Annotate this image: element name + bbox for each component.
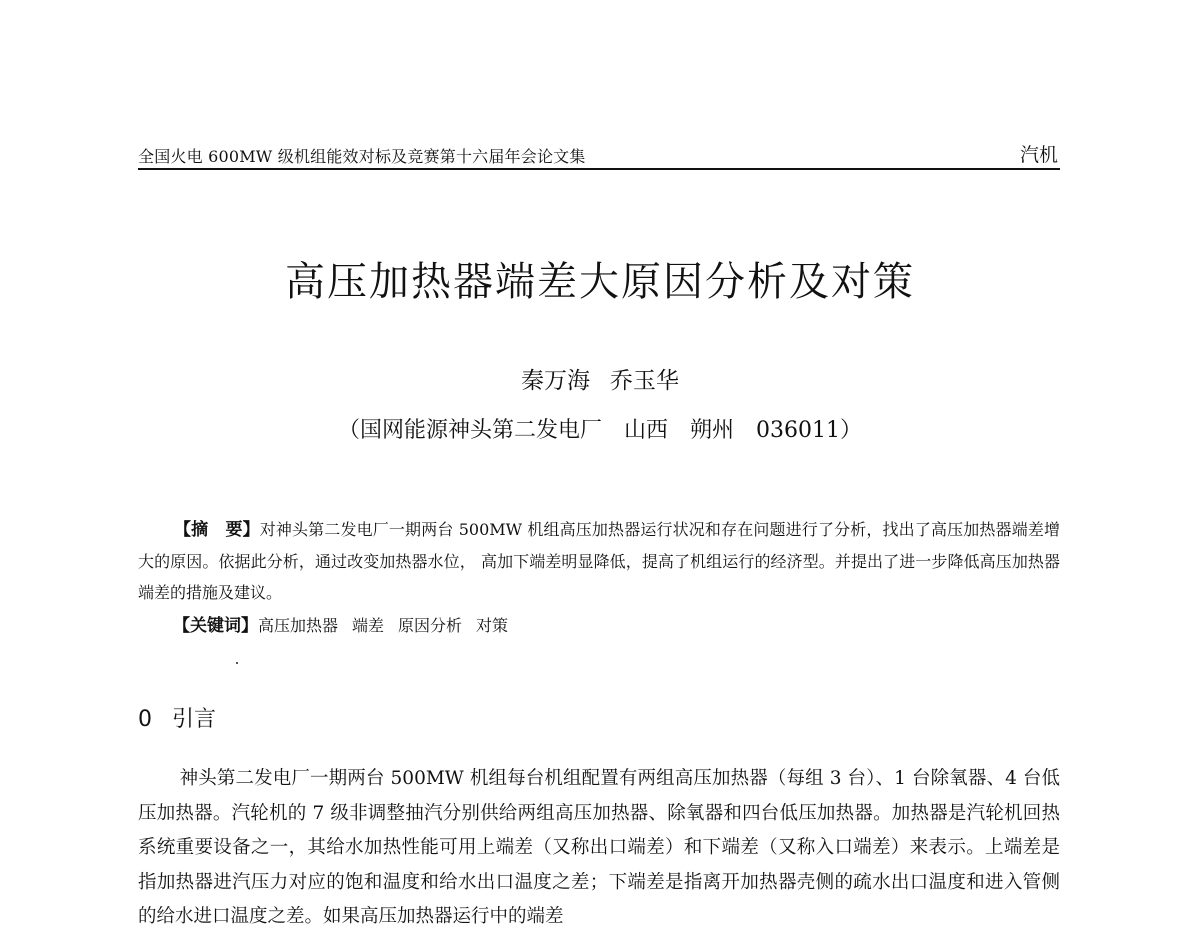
section-heading [138,702,216,733]
keyword-item: 高压加热器 [258,616,339,635]
author-list [0,362,1200,395]
keywords-label: 【关键词】 [173,616,258,636]
body-text-block [138,762,1060,935]
header-proceedings-title: 全国火电 600MW 级机组能效对标及竞赛第十六届年会论文集 [138,147,586,166]
keyword-item: 端差 [352,616,385,635]
abstract-text: 对神头第二发电厂一期两台 500MW 机组高压加热器运行状况和存在问题进行了分析，找出了高压加热器端差增大的原因。依据此分析，通过改变加热器水位， 高加下端差明显降低，提高了机组运行的经济型。并提出了进一步降低高压加热器端差的措施及建议。 [138,520,1060,602]
affiliation: （国网能源神头第二发电厂 山西 朔州 036011） [338,418,862,443]
running-header [138,140,1060,170]
author-name: 乔玉华 [610,368,679,394]
scan-speck [236,662,238,664]
section-title: 引言 [172,707,217,732]
keyword-item: 原因分析 [398,616,463,635]
keywords-line [138,610,1060,642]
abstract-paragraph [138,514,1060,608]
abstract-label: 【摘 要】 [174,520,260,540]
abstract-block [138,514,1060,642]
paper-title: 高压加热器端差大原因分析及对策 [285,259,915,305]
header-section-label: 汽机 [1019,144,1058,166]
keyword-item: 对策 [476,616,509,635]
author-name: 秦万海 [521,368,590,394]
section-number: 0 [138,707,152,732]
body-paragraph: 神头第二发电厂一期两台 500MW 机组每台机组配置有两组高压加热器（每组 3 台）、1 台除氧器、4 台低压加热器。汽轮机的 7 级非调整抽汽分别供给两组高压加热器、除氧器和四台低压加热器。加热器是汽轮机回热系统重要设备之一，其给水加热性能可用上端差（又称出口端差）和下端差（又称入口端差）来表示。上端差是指加热器进汽压力对应的饱和温度和给水出口温度之差；下端差是指离开加热器壳侧的疏水出口温度和进入管侧的给水进口温度之差。如果高压加热器运行中的端差 [138,768,1060,927]
